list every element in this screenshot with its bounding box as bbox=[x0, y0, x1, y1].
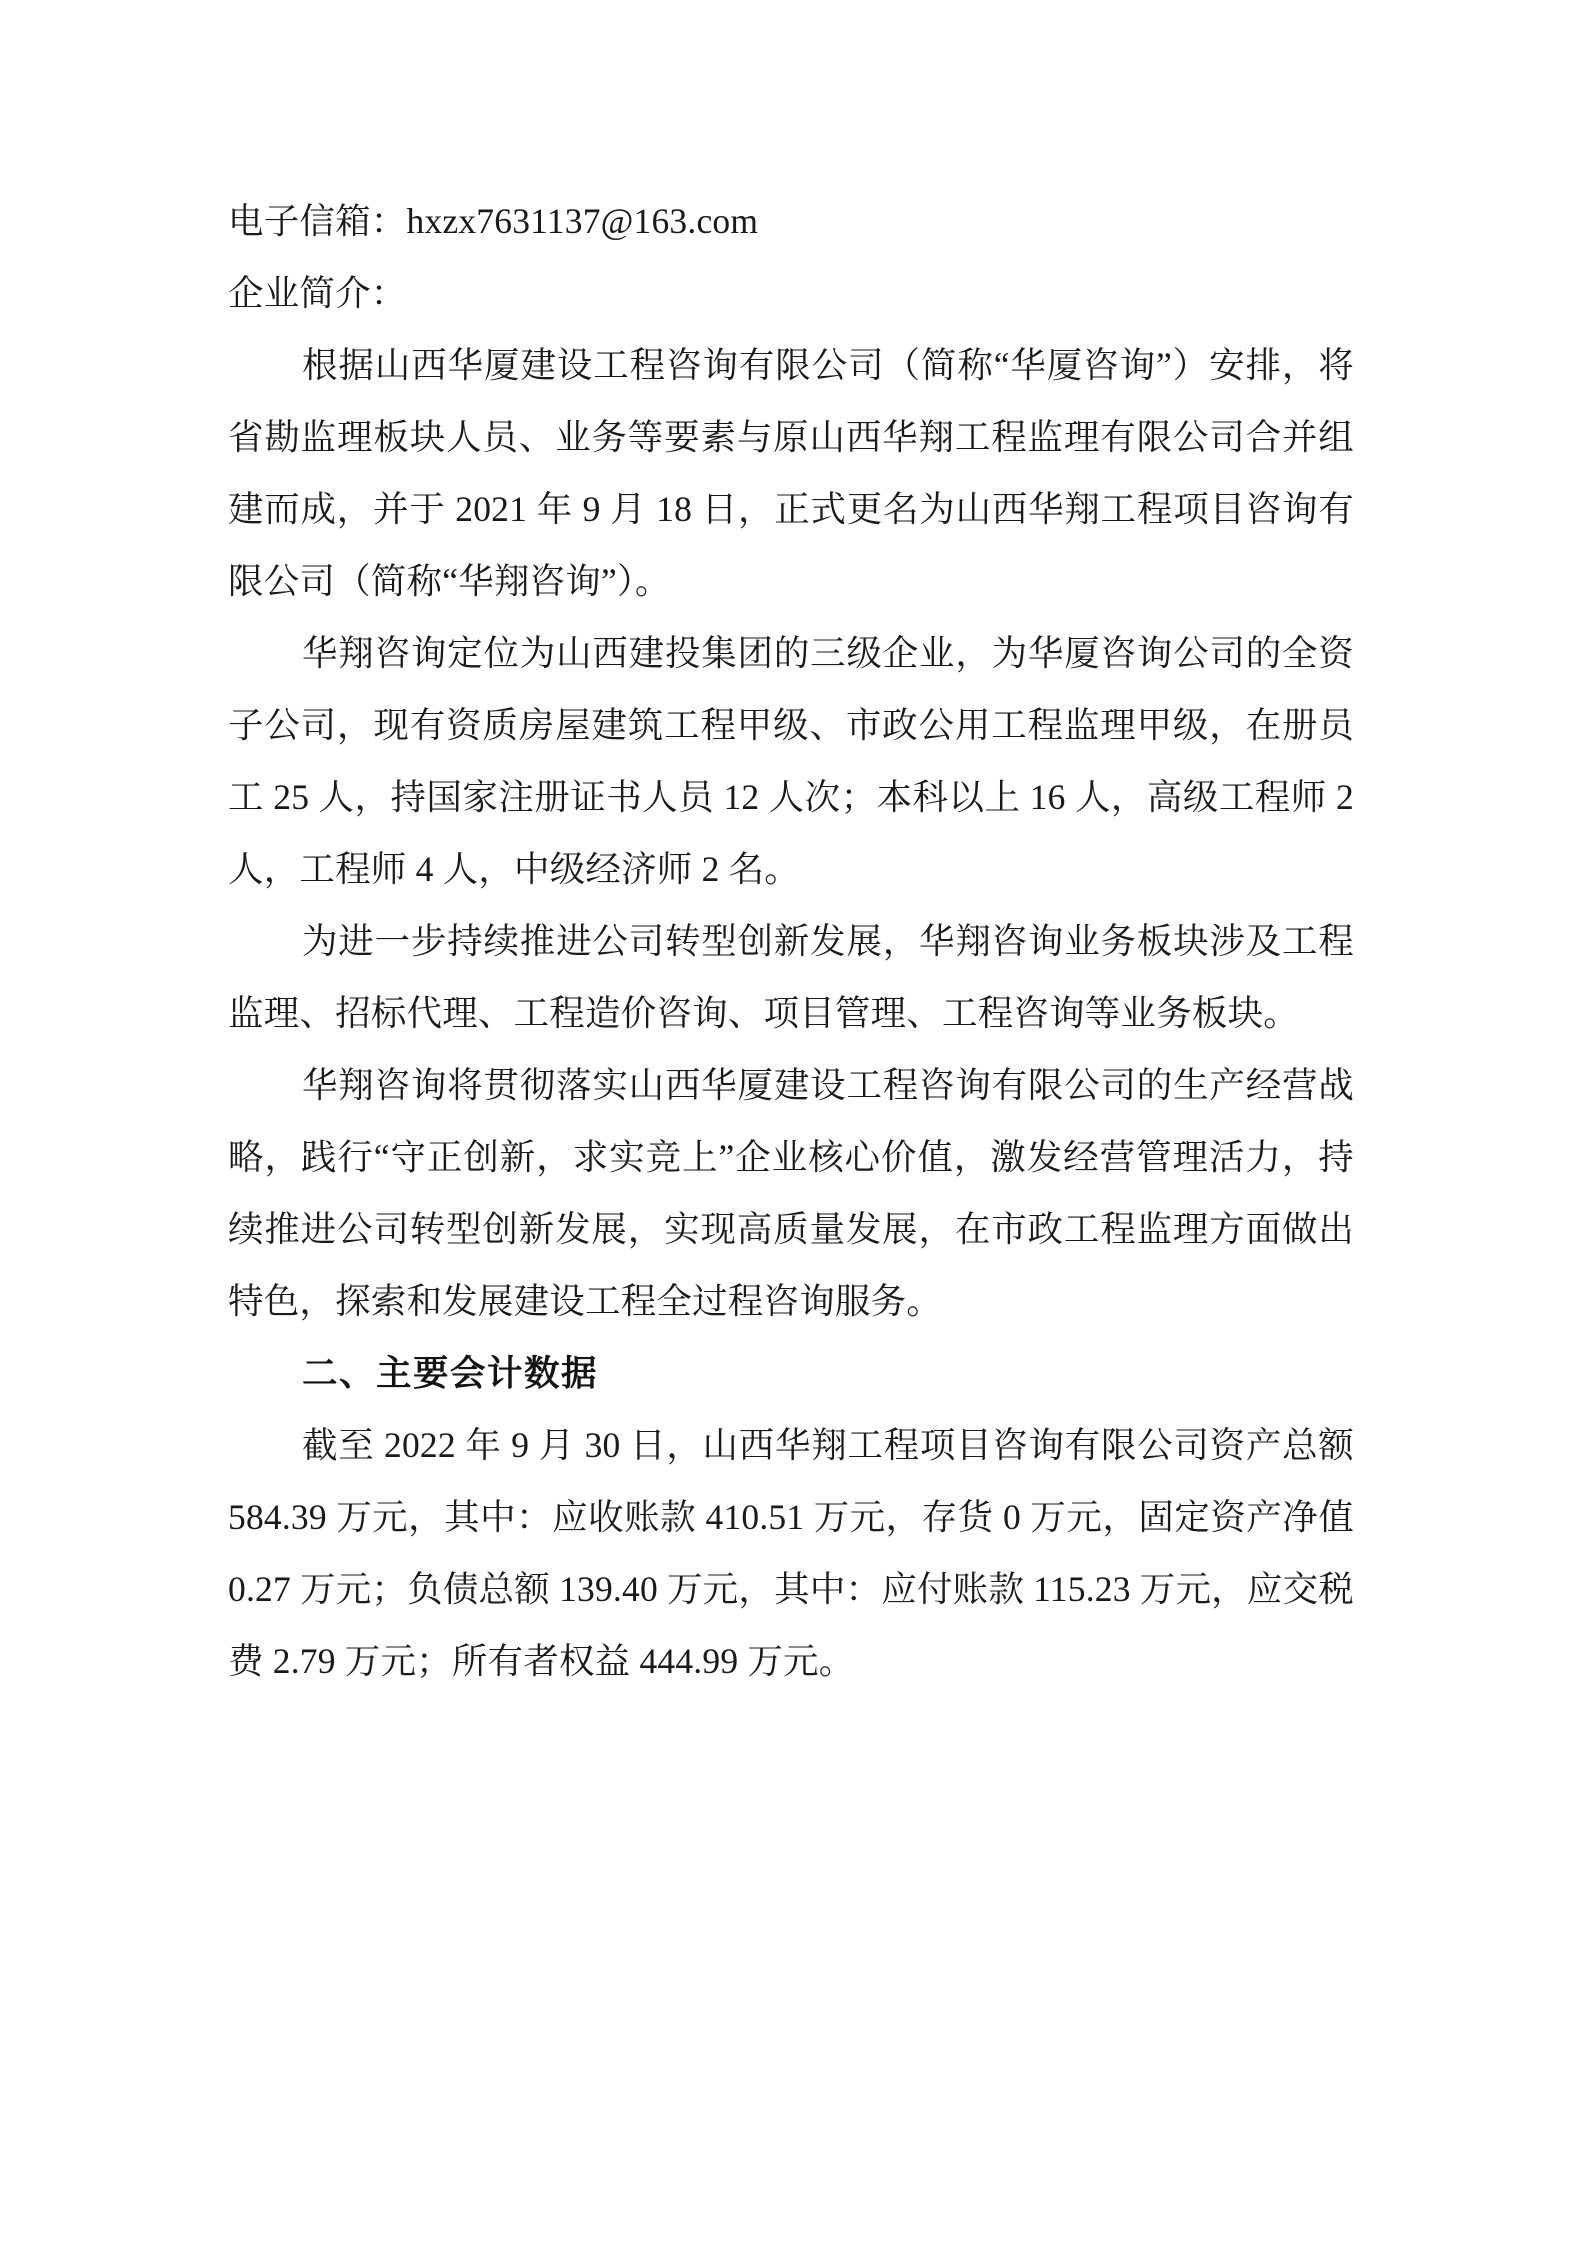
company-profile-label: 企业简介： bbox=[228, 273, 407, 313]
email-line: 电子信箱：hxzx7631137@163.com bbox=[228, 201, 759, 241]
paragraph-strategy: 华翔咨询将贯彻落实山西华厦建设工程咨询有限公司的生产经营战略，践行“守正创新，求实竞上”企业核心价值，激发经营管理活力，持续推进公司转型创新发展，实现高质量发展，在市政工程监理方面做出特色，探索和发展建设工程全过程咨询服务。 bbox=[228, 1065, 1354, 1321]
paragraph-accounting-data: 截至 2022 年 9 月 30 日，山西华翔工程项目咨询有限公司资产总额 584.39 万元，其中：应收账款 410.51 万元，存货 0 万元，固定资产净值 0.27 万元；负债总额 139.40 万元，其中：应付账款 115.23 万元，应交税费 2.79 万元；所有者权益 444.99 万元。 bbox=[228, 1425, 1364, 1681]
document-body bbox=[228, 185, 1364, 1697]
paragraph-company-origin: 根据山西华厦建设工程咨询有限公司（简称“华厦咨询”）安排，将省勘监理板块人员、业务等要素与原山西华翔工程监理有限公司合并组建而成，并于 2021 年 9 月 18 日，正式更名为山西华翔工程项目咨询有限公司（简称“华翔咨询”）。 bbox=[228, 345, 1354, 601]
section-heading-accounting-data: 二、主要会计数据 bbox=[302, 1353, 599, 1393]
paragraph-company-positioning: 华翔咨询定位为山西建投集团的三级企业，为华厦咨询公司的全资子公司，现有资质房屋建筑工程甲级、市政公用工程监理甲级，在册员工 25 人，持国家注册证书人员 12 人次；本科以上 16 人，高级工程师 2 人，工程师 4 人，中级经济师 2 名。 bbox=[228, 633, 1364, 889]
paragraph-business-scope: 为进一步持续推进公司转型创新发展，华翔咨询业务板块涉及工程监理、招标代理、工程造价咨询、项目管理、工程咨询等业务板块。 bbox=[228, 921, 1354, 1033]
